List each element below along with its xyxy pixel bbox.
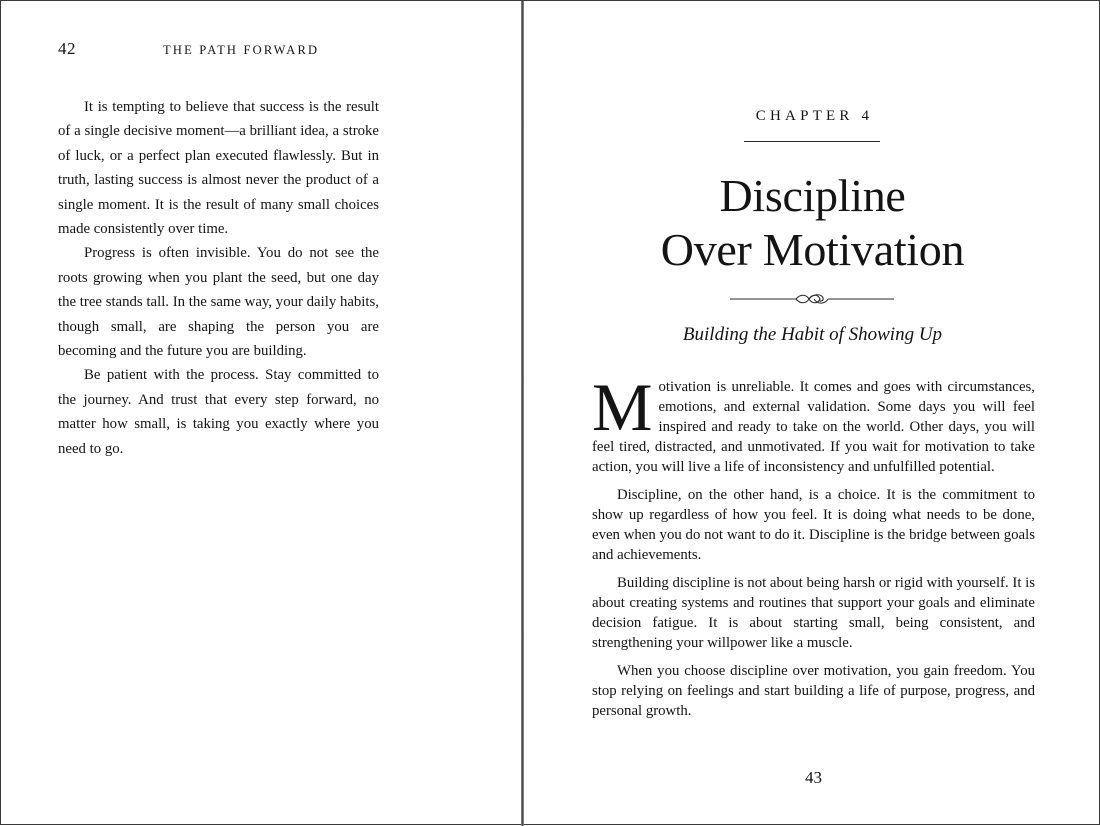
flourish-divider-icon bbox=[730, 290, 894, 308]
drop-cap: M bbox=[592, 369, 653, 445]
left-page bbox=[1, 1, 521, 826]
page-number: 42 bbox=[58, 39, 76, 58]
left-page-body bbox=[58, 95, 379, 461]
page-number: 43 bbox=[805, 768, 822, 787]
paragraph: Progress is often invisible. You do not see the roots growing when you plant the seed, but one day the tree stands tall. In the same way, your daily habits, though small, are shaping the person you are becoming and the future you are building. bbox=[58, 245, 379, 360]
chapter-rule-divider bbox=[744, 141, 880, 142]
chapter-subtitle: Building the Habit of Showing Up bbox=[682, 324, 943, 345]
paragraph: Be patient with the process. Stay committed to the journey. And trust that every step forward, no matter how small, is taking you exactly where you need to go. bbox=[58, 367, 379, 457]
opening-paragraph-text: otivation is unreliable. It comes and goes with circumstances, emotions, and external validation. Some days you will feel inspired and ready to take on the world. Other days, you will feel tired, distracted, and unmotivated. If you wait for motivation to take action, you will live a life of inconsistency and unfulfilled potential. bbox=[592, 379, 1035, 475]
opening-paragraph bbox=[592, 369, 1035, 477]
running-head: THE PATH FORWARD bbox=[163, 43, 320, 57]
chapter-title-line: Discipline bbox=[719, 170, 906, 221]
chapter-title-line: Over Motivation bbox=[660, 224, 965, 275]
paragraph: Discipline, on the other hand, is a choice. It is the commitment to show up regardless of how you feel. It is doing what needs to be done, even when you do not want to do it. Discipline is the bridge between goals and achievements. bbox=[592, 487, 1035, 563]
chapter-title bbox=[524, 169, 1100, 277]
right-page bbox=[524, 1, 1100, 826]
chapter-label: CHAPTER 4 bbox=[755, 108, 874, 124]
right-page-body bbox=[592, 369, 1035, 729]
paragraph: When you choose discipline over motivation, you gain freedom. You stop relying on feelings and start building a life of purpose, progress, and personal growth. bbox=[592, 663, 1035, 719]
paragraph: Building discipline is not about being harsh or rigid with yourself. It is about creating systems and routines that support your goals and eliminate decision fatigue. It is about starting small, being consistent, and strengthening your willpower like a muscle. bbox=[592, 575, 1035, 651]
paragraph: It is tempting to believe that success is the result of a single decisive moment—a brilliant idea, a stroke of luck, or a perfect plan executed flawlessly. But in truth, lasting success is almost never the product of a single moment. It is the result of many small choices made consistently over time. bbox=[58, 99, 379, 238]
